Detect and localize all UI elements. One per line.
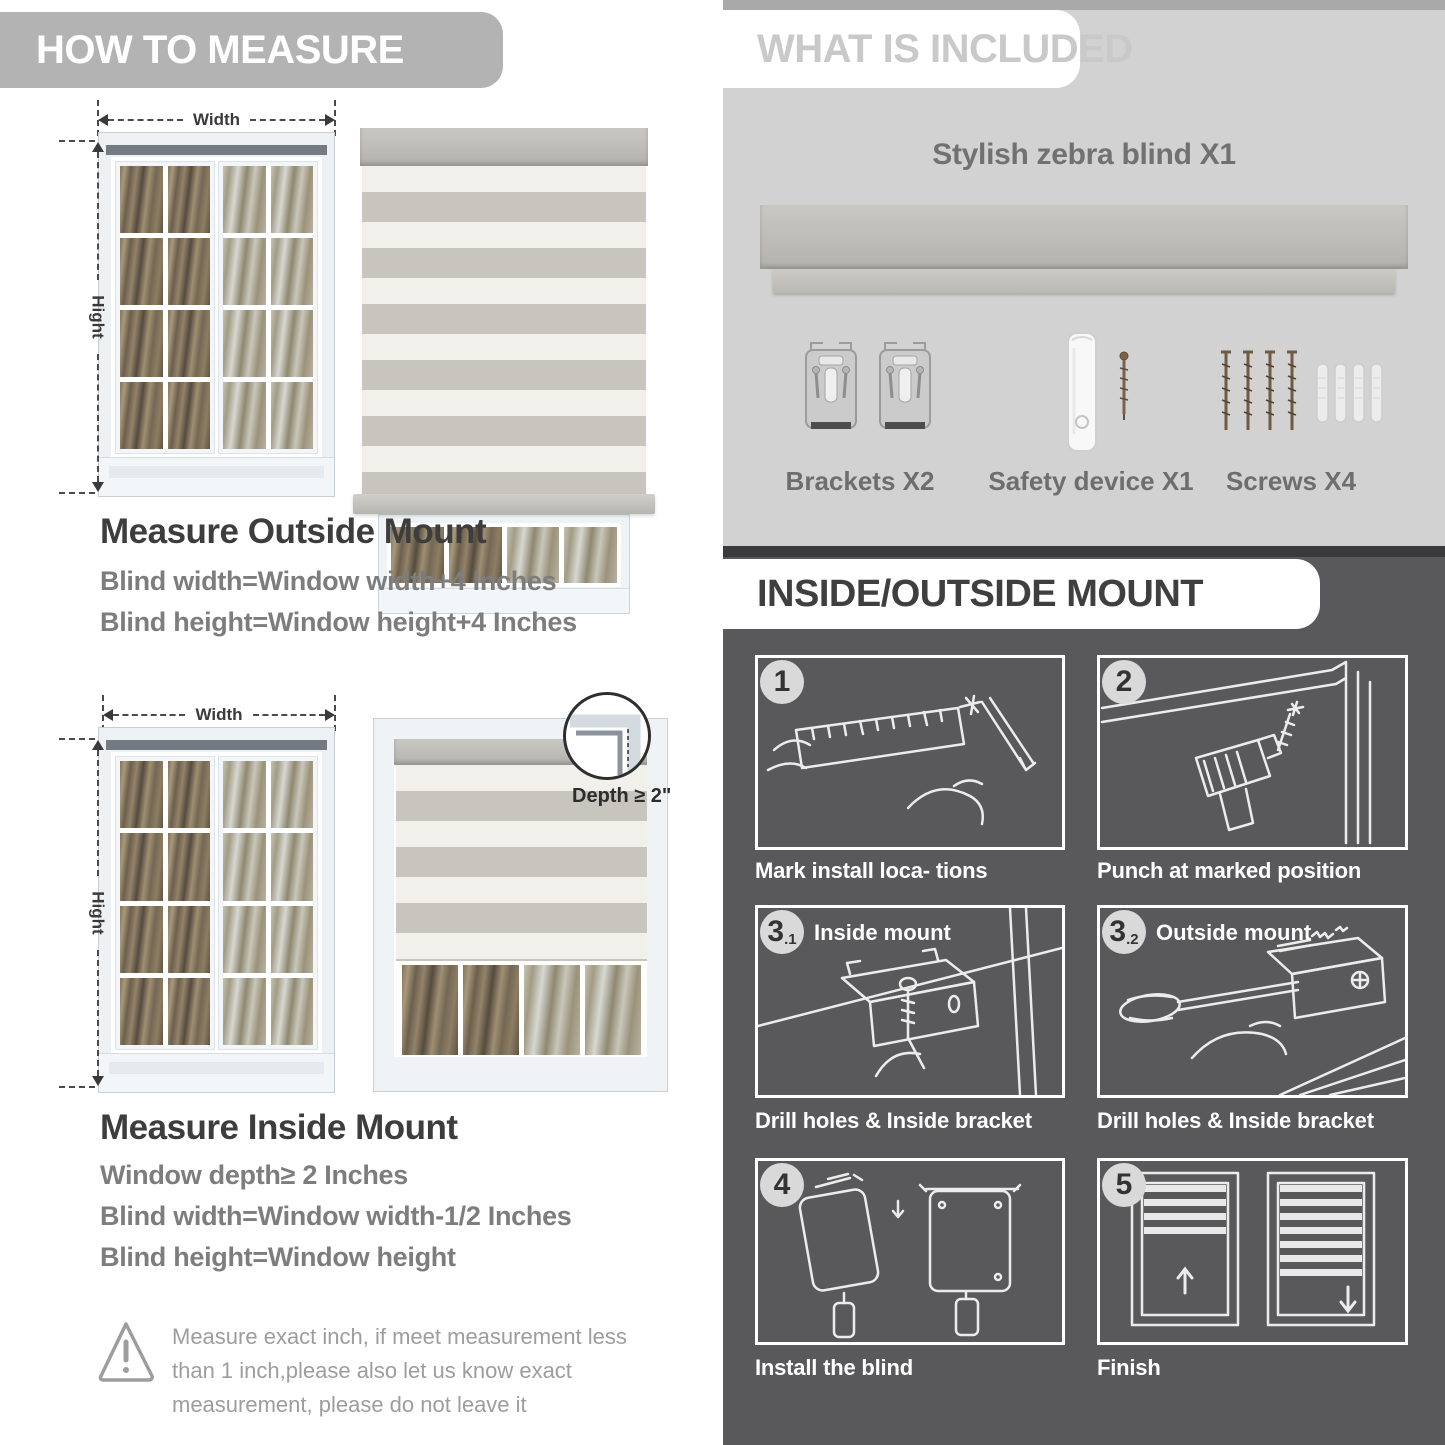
arrow-head-left-icon [98, 114, 108, 126]
arrow-tick [334, 100, 336, 136]
step-3-2-inner-label: Outside mount [1156, 920, 1312, 945]
arrow-head-up-icon [92, 740, 104, 750]
panel-dark-strip [723, 546, 1445, 557]
zebra-blind-cassette-lip [773, 269, 1395, 293]
arrow-head-left-icon [103, 709, 113, 721]
window-illustration-outside [98, 132, 335, 497]
depth-corner-detail [566, 695, 648, 777]
window-top-trim [106, 145, 327, 155]
what-is-included-title: WHAT IS INCLUDED [757, 26, 1133, 71]
brackets-icon [803, 338, 933, 458]
step-3-1-badge: 3 .1 [760, 910, 804, 954]
what-is-included-header [723, 10, 1133, 88]
blind-illustration-outside [360, 128, 648, 500]
mount-title: INSIDE/OUTSIDE MOUNT [757, 572, 1204, 615]
window-sash-left [116, 162, 214, 453]
step-1-badge: 1 [760, 660, 804, 704]
arrow-tick [59, 1086, 95, 1088]
width-arrow-inside [103, 705, 335, 725]
width-label: Width [195, 705, 243, 724]
width-arrow-outside [98, 110, 335, 130]
arrow-tick [59, 140, 95, 142]
panel-top-strip [723, 0, 1445, 10]
outside-width-formula: Blind width=Window width+4 Inches [100, 566, 557, 596]
arrow-tick [59, 738, 95, 740]
arrow-tick [97, 100, 99, 136]
arrow-head-down-icon [92, 482, 104, 492]
step-4-panel [755, 1158, 1065, 1345]
step-2-badge: 2 [1102, 660, 1146, 704]
step-2-caption: Punch at marked position [1097, 858, 1362, 883]
arrow-tick [334, 695, 336, 731]
step-3-2-panel [1097, 905, 1408, 1098]
inside-height-formula: Blind height=Window height [100, 1242, 456, 1272]
step-1-panel [755, 655, 1065, 850]
step-2-illustration [1100, 658, 1405, 847]
warning-icon [95, 1318, 157, 1386]
safety-device-label: Safety device X1 [988, 466, 1194, 496]
height-arrow-outside [76, 142, 119, 492]
inside-mount-heading: Measure Inside Mount [100, 1108, 458, 1147]
step-3-1-panel [755, 905, 1065, 1098]
height-label: Hight [88, 891, 108, 935]
screws-label: Screws X4 [1225, 466, 1357, 496]
step-1-illustration [758, 658, 1062, 847]
measurement-warning-text: Measure exact inch, if meet measurement less than 1 inch,please also let us know exact measurement, please do not leave it [172, 1324, 627, 1417]
blind-bottom-rail [353, 494, 655, 514]
depth-label: Depth ≥ 2" [572, 785, 672, 807]
step-4-caption: Install the blind [755, 1355, 913, 1380]
zebra-blind-cassette-image [760, 205, 1408, 269]
brackets-label: Brackets X2 [785, 466, 935, 496]
step-3-1-inner-label: Inside mount [814, 920, 951, 945]
outside-mount-heading: Measure Outside Mount [100, 512, 487, 551]
window-top-trim [106, 740, 327, 750]
window-sash-right [219, 757, 317, 1049]
magnifier-icon [563, 692, 651, 780]
window-illustration-inside [98, 727, 335, 1093]
blind-cassette [360, 128, 648, 166]
height-arrow-inside [76, 740, 119, 1086]
arrow-tick [102, 695, 104, 731]
height-label: Hight [88, 295, 108, 339]
arrow-tick [59, 492, 95, 494]
inside-width-formula: Blind width=Window width-1/2 Inches [100, 1201, 572, 1231]
blind-zebra-fabric [362, 166, 646, 496]
zebra-blind-item-label: Stylish zebra blind X1 [932, 138, 1236, 171]
step-3-1-caption: Drill holes & Inside bracket [755, 1108, 1032, 1133]
window-below-blind [398, 961, 645, 1057]
safety-device-icon [1058, 330, 1148, 460]
how-to-measure-title: HOW TO MEASURE [36, 27, 404, 72]
step-1-caption: Mark install loca- tions [755, 858, 988, 883]
mount-instructions-panel [723, 546, 1445, 1445]
step-2-panel [1097, 655, 1408, 850]
screws-icon [1213, 338, 1383, 456]
arrow-head-up-icon [92, 142, 104, 152]
step-3-2-caption: Drill holes & Inside bracket [1097, 1108, 1374, 1133]
outside-height-formula: Blind height=Window height+4 Inches [100, 607, 577, 637]
how-to-measure-header [0, 12, 503, 88]
inside-depth-formula: Window depth≥ 2 Inches [100, 1160, 408, 1190]
mount-header [723, 559, 1320, 629]
step-5-panel [1097, 1158, 1408, 1345]
arrow-head-down-icon [92, 1076, 104, 1086]
step-4-badge: 4 [760, 1163, 804, 1207]
what-is-included-panel [723, 0, 1445, 546]
step-3-2-badge: 3 .2 [1102, 910, 1146, 954]
window-sill [99, 1053, 334, 1092]
width-label: Width [192, 110, 241, 129]
step-5-caption: Finish [1097, 1355, 1161, 1380]
window-sill [99, 457, 334, 496]
window-sash-left [116, 757, 214, 1049]
step-5-badge: 5 [1102, 1163, 1146, 1207]
window-sash-right [219, 162, 317, 453]
